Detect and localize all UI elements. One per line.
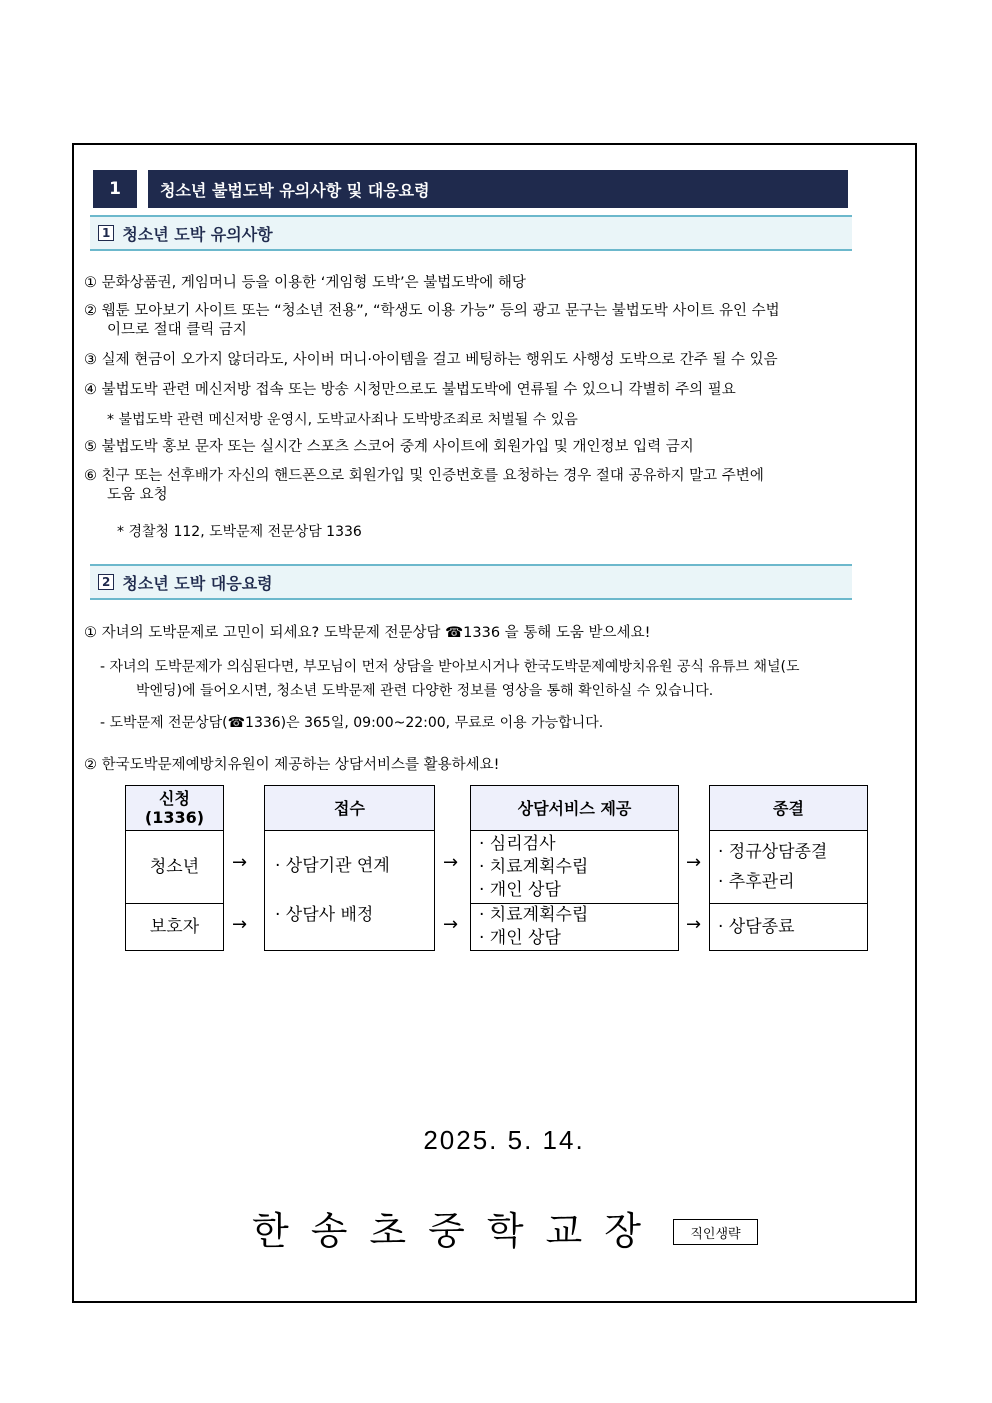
response-item-1: ① 자녀의 도박문제로 고민이 되세요? 도박문제 전문상담 ☎1336 을 통해 도움 받으세요! <box>84 625 651 641</box>
flow-receive-link: · 상담기관 연계 <box>275 855 390 876</box>
flow-apply-box <box>125 785 224 951</box>
flow-service-item: · 치료계획수립 <box>479 905 589 925</box>
flow-arrow: → <box>686 852 702 873</box>
flow-close-item: · 추후관리 <box>718 872 795 892</box>
flow-arrow: → <box>686 914 702 935</box>
flow-apply-guardian: 보호자 <box>149 916 200 937</box>
seal-omitted-box: 직인생략 <box>673 1219 758 1245</box>
part2-number: 2 <box>98 574 114 590</box>
caution-item-6-cont: 도움 요청 <box>107 487 168 503</box>
document-date: 2025. 5. 14. <box>423 1125 585 1155</box>
flow-receive-box <box>264 785 435 951</box>
flow-service-youth <box>471 831 678 904</box>
flow-service-item: · 개인 상담 <box>479 928 561 948</box>
flow-service-item: · 치료계획수립 <box>479 856 589 877</box>
flow-service-head: 상담서비스 제공 <box>471 786 678 831</box>
response-item-1-sub2: - 도박문제 전문상담(☎1336)은 365일, 09:00~22:00, 무료로 이용 가능합니다. <box>100 715 604 731</box>
principal-signature: 한송초중학교장 <box>252 1209 663 1253</box>
part1-heading <box>90 215 852 251</box>
flow-arrow: → <box>232 852 248 873</box>
flow-close-guardian <box>710 904 867 950</box>
caution-item-6: ⑥ 친구 또는 선후배가 자신의 핸드폰으로 회원가입 및 인증번호를 요청하는 경우 절대 공유하지 말고 주변에 <box>84 468 764 484</box>
flow-apply-youth: 청소년 <box>126 831 223 904</box>
flow-service-item: · 개인 상담 <box>479 879 561 900</box>
caution-item-3: ③ 실제 현금이 오가지 않더라도, 사이버 머니·아이템을 걸고 베팅하는 행위도 사행성 도박으로 간주 될 수 있음 <box>84 352 778 368</box>
caution-item-5: ⑤ 불법도박 홍보 문자 또는 실시간 스포츠 스코어 중계 사이트에 회원가입 및 개인정보 입력 금지 <box>84 439 694 455</box>
flow-arrow: → <box>443 914 459 935</box>
flow-receive-head: 접수 <box>265 786 434 831</box>
part1-number: 1 <box>98 225 114 241</box>
part2-heading <box>90 564 852 600</box>
caution-item-2: ② 웹툰 모아보기 사이트 또는 “청소년 전용”, “학생도 이용 가능” 등의 광고 문구는 불법도박 사이트 유인 수법 <box>84 303 780 319</box>
caution-item-2-cont: 이므로 절대 클릭 금지 <box>107 322 247 338</box>
flow-service-guardian <box>471 904 678 950</box>
flow-arrow: → <box>443 852 459 873</box>
response-item-1-sub1: - 자녀의 도박문제가 의심된다면, 부모님이 먼저 상담을 받아보시거나 한국도박문제예방치유원 공식 유튜브 채널(도 <box>100 659 800 675</box>
flow-apply-head: 신청 (1336) <box>126 786 223 831</box>
flow-receive-assign: · 상담사 배정 <box>275 904 374 925</box>
section-title: 청소년 불법도박 유의사항 및 대응요령 <box>148 170 848 208</box>
part1-title: 청소년 도박 유의사항 <box>122 224 273 244</box>
flow-close-item: · 상담종료 <box>718 916 795 937</box>
flow-service-item: · 심리검사 <box>479 833 556 854</box>
response-item-1-sub1-cont: 박엔딩)에 들어오시면, 청소년 도박문제 관련 다양한 정보를 영상을 통해 확인하실 수 있습니다. <box>136 683 714 699</box>
flow-close-head: 종결 <box>710 786 867 831</box>
caution-item-4-note: * 불법도박 관련 메신저방 운영시, 도박교사죄나 도박방조죄로 처벌될 수 있음 <box>107 412 578 428</box>
flow-arrow: → <box>232 914 248 935</box>
flow-service-box <box>470 785 679 951</box>
caution-item-4: ④ 불법도박 관련 메신저방 접속 또는 방송 시청만으로도 불법도박에 연류될 수 있으니 각별히 주의 필요 <box>84 382 736 398</box>
contact-note: * 경찰청 112, 도박문제 전문상담 1336 <box>117 524 362 540</box>
flow-close-youth <box>710 831 867 904</box>
flow-close-item: · 정규상담종결 <box>718 842 828 862</box>
flow-close-box <box>709 785 868 951</box>
caution-item-1: ① 문화상품권, 게임머니 등을 이용한 ‘게임형 도박’은 불법도박에 해당 <box>84 275 526 291</box>
section-number: 1 <box>93 170 137 208</box>
response-item-2: ② 한국도박문제예방치유원이 제공하는 상담서비스를 활용하세요! <box>84 757 500 773</box>
part2-title: 청소년 도박 대응요령 <box>122 573 273 593</box>
